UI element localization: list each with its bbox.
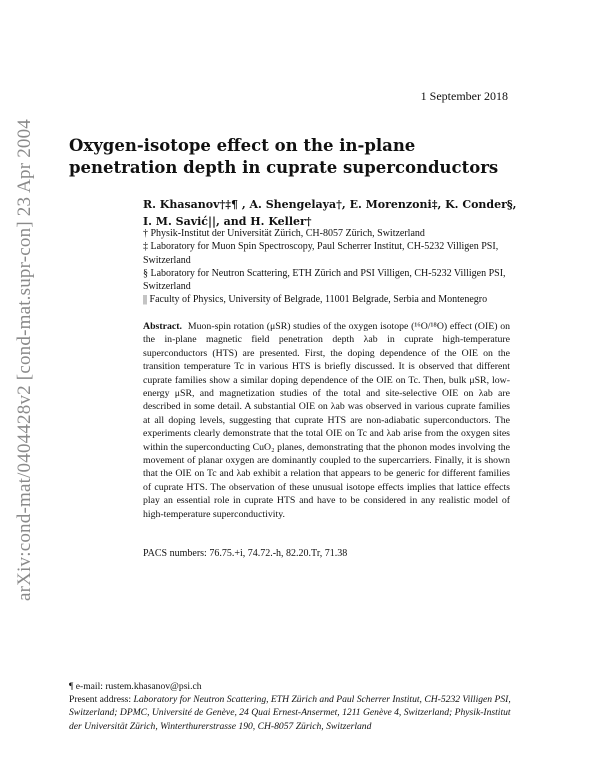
affiliations — [143, 227, 523, 307]
document-date: 1 September 2018 — [420, 89, 508, 103]
abstract — [143, 320, 510, 521]
footnotes — [69, 680, 513, 733]
authors-line-1: R. Khasanov†‡¶ , A. Shengelaya†, E. Morenzoni‡, K. Conder§, — [143, 198, 517, 211]
authors-line-2: I. M. Savić||, and H. Keller† — [143, 215, 312, 228]
affiliation-psi-muon: ‡ Laboratory for Muon Spin Spectroscopy, Paul Scherrer Institut, CH-5232 Villigen PSI, Switzerland — [143, 241, 499, 266]
footnote-address — [69, 693, 513, 733]
pacs-numbers: PACS numbers: 76.75.+i, 74.72.-h, 82.20.Tr, 71.38 — [143, 548, 348, 559]
address-body: Laboratory for Neutron Scattering, ETH Zürich and Paul Scherrer Institut, CH-5232 Villigen PSI, Switzerland; DPMC, Université de Genève, 24 Quai Ernest-Ansermet, 1211 Genève 4, Switzerland; Physik-Institut der Universität Zürich, Winterthurerstrasse 190, CH-8057 Zürich, Switzerland — [69, 694, 511, 732]
paper-title: Oxygen-isotope effect on the in-plane penetration depth in cuprate superconductors — [69, 136, 499, 177]
arxiv-sidebar-stamp — [8, 80, 42, 640]
arxiv-id: arXiv:cond-mat/0404428v2 [cond-mat.supr-con] 23 Apr 2004 — [14, 118, 35, 602]
affiliation-eth-neutron: § Laboratory for Neutron Scattering, ETH Zürich and PSI Villigen, CH-5232 Villigen PSI, Switzerland — [143, 267, 506, 293]
affiliation-zurich: † Physik-Institut der Universität Zürich, CH-8057 Zürich, Switzerland — [143, 228, 425, 239]
address-label: Present address: — [69, 694, 132, 706]
abstract-label: Abstract. — [143, 321, 182, 332]
affiliation-belgrade: || Faculty of Physics, University of Belgrade, 11001 Belgrade, Serbia and Montenegro — [143, 294, 488, 306]
abstract-body: Muon-spin rotation (μSR) studies of the oxygen isotope (¹⁶O/¹⁸O) effect (OIE) on the in-plane magnetic field penetration depth λab in cuprate high-temperature superconductors (HTS) are presented. First, the doping dependence of the OIE on the transition temperature Tc in various HTS is briefly discussed. It is observed that different cuprate families show a similar doping dependence of the OIE on Tc. Then, bulk μSR, low-energy μSR, and magnetization studies of the total and site-selective OIE on λab are described in some detail. A substantial OIE on λab was observed in various cuprate families at all doping levels, suggesting that cuprate HTS are non-adiabatic superconductors. The experiments clearly demonstrate that the total OIE on Tc and λab arise from the oxygen sites within the superconducting CuO₂ planes, demonstrating that the phonon modes involving the movement of planar oxygen are dominantly coupled to the supercarriers. Finally, it is shown that the OIE on Tc and λab exhibit a relation that appears to be generic for different families of cuprate HTS. The observation of these unusual isotope effects implies that lattice effects play an essential role in cuprate HTS and have to be considered in any realistic model of high-temperature superconductivity. — [143, 321, 510, 520]
author-list — [143, 196, 523, 230]
footnote-email: ¶ e-mail: rustem.khasanov@psi.ch — [69, 681, 202, 692]
